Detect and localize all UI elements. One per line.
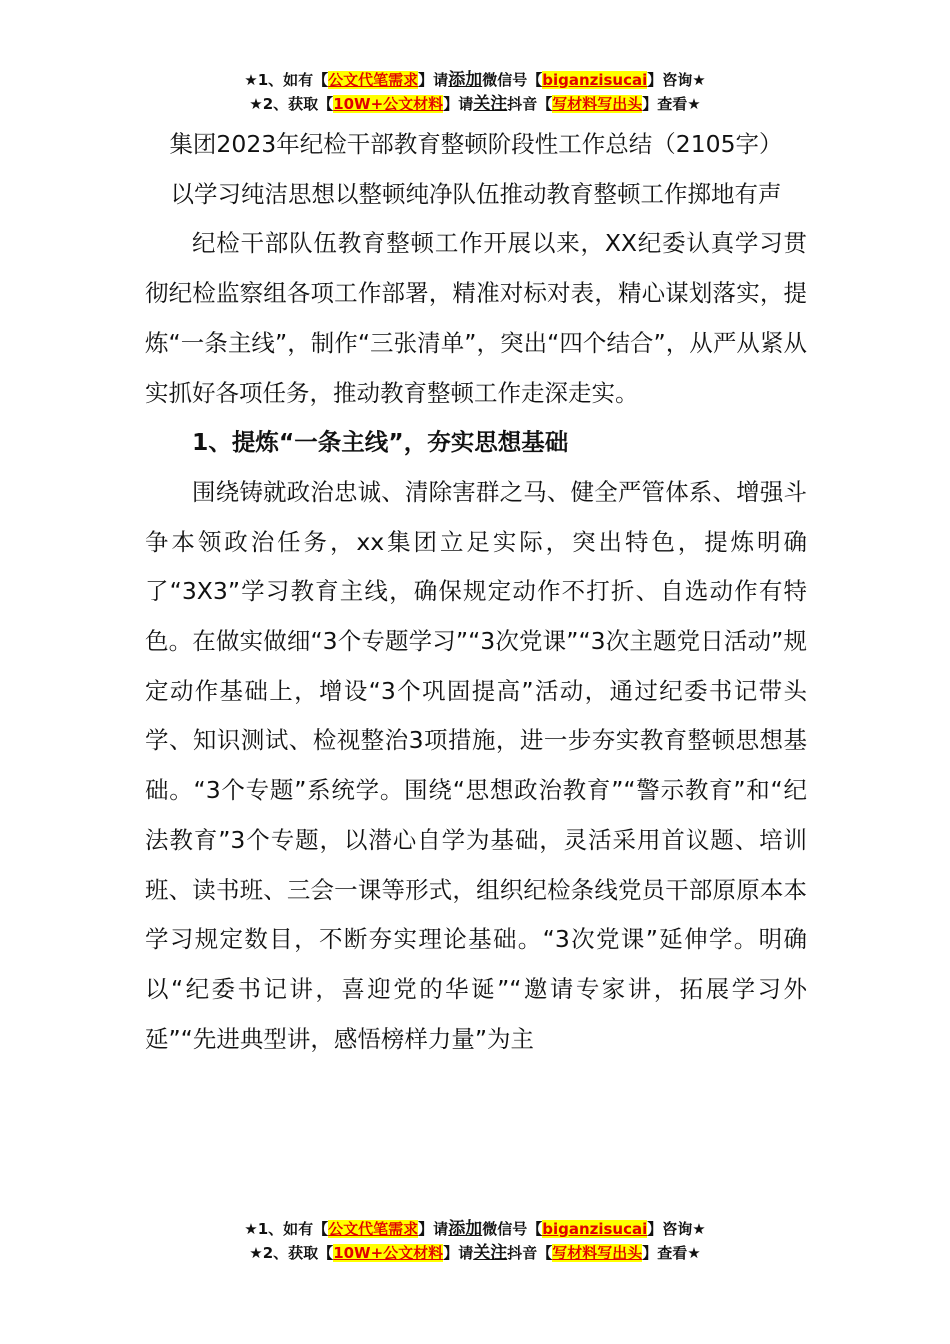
text: ★2、获取【 [249,95,334,113]
text: ★2、获取【 [249,1244,334,1262]
highlight: 公文代笔需求 [328,1220,419,1238]
text: 】请 [418,1220,449,1238]
text: 微信号【 [482,1220,543,1238]
underlined-text: 添加 [448,70,483,90]
wechat-id: biganzisucai [542,71,648,89]
underlined-text: 关注 [473,94,508,114]
text: 微信号【 [482,71,543,89]
highlight: 公文代笔需求 [328,71,419,89]
document-title: 集团2023年纪检干部教育整顿阶段性工作总结（2105字） [169,130,783,158]
text: 】请 [443,95,474,113]
text: 】查看★ [642,95,701,113]
section-heading: 1、提炼“一条主线”，夯实思想基础 [192,428,569,457]
text: ★1、如有【 [244,1220,329,1238]
text: 抖音【 [507,95,553,113]
text: 】咨询★ [647,71,706,89]
banner-line-1 [0,68,950,92]
underlined-text: 添加 [448,1219,483,1239]
banner-line-1 [0,1217,950,1241]
highlight: 10W+公文材料 [333,95,444,113]
douyin-id: 写材料写出头 [552,1244,643,1262]
ad-banner-top [0,68,950,116]
underlined-text: 关注 [473,1243,508,1263]
douyin-id: 写材料写出头 [552,95,643,113]
text: 】请 [443,1244,474,1262]
text: 】咨询★ [647,1220,706,1238]
banner-line-2 [0,92,950,116]
text: 】查看★ [642,1244,701,1262]
document-subtitle: 以学习纯洁思想以整顿纯净队伍推动教育整顿工作掷地有声 [170,179,782,208]
paragraph: 围绕铸就政治忠诚、清除害群之马、健全严管体系、增强斗争本领政治任务，xx集团立足实际，突出特色，提炼明确了“3X3”学习教育主线，确保规定动作不打折、自选动作有特色。在做实做细“3个专题学习”“3次党课”“3次主题党日活动”规定动作基础上，增设“3个巩固提高”活动，通过纪委书记带头学、知识测试、检视整治3项措施，进一步夯实教育整顿思想基础。“3个专题”系统学。围绕“思想政治教育”“警示教育”和“纪法教育”3个专题，以潜心自学为基础，灵活采用首议题、培训班、读书班、三会一课等形式，组织纪检条线党员干部原原本本学习规定数目，不断夯实理论基础。“3次党课”延伸学。明确以“纪委书记讲，喜迎党的华诞”“邀请专家讲，拓展学习外延”“先进典型讲，感悟榜样力量”为主 [145,477,807,1053]
banner-line-2 [0,1241,950,1265]
ad-banner-bottom [0,1217,950,1265]
text: ★1、如有【 [244,71,329,89]
paragraph: 纪检干部队伍教育整顿工作开展以来，XX纪委认真学习贯彻纪检监察组各项工作部署，精准对标对表，精心谋划落实，提炼“一条主线”，制作“三张清单”，突出“四个结合”，从严从紧从实抓好各项任务，推动教育整顿工作走深走实。 [145,229,807,407]
document-body [145,120,807,1064]
highlight: 10W+公文材料 [333,1244,444,1262]
text: 】请 [418,71,449,89]
wechat-id: biganzisucai [542,1220,648,1238]
text: 抖音【 [507,1244,553,1262]
